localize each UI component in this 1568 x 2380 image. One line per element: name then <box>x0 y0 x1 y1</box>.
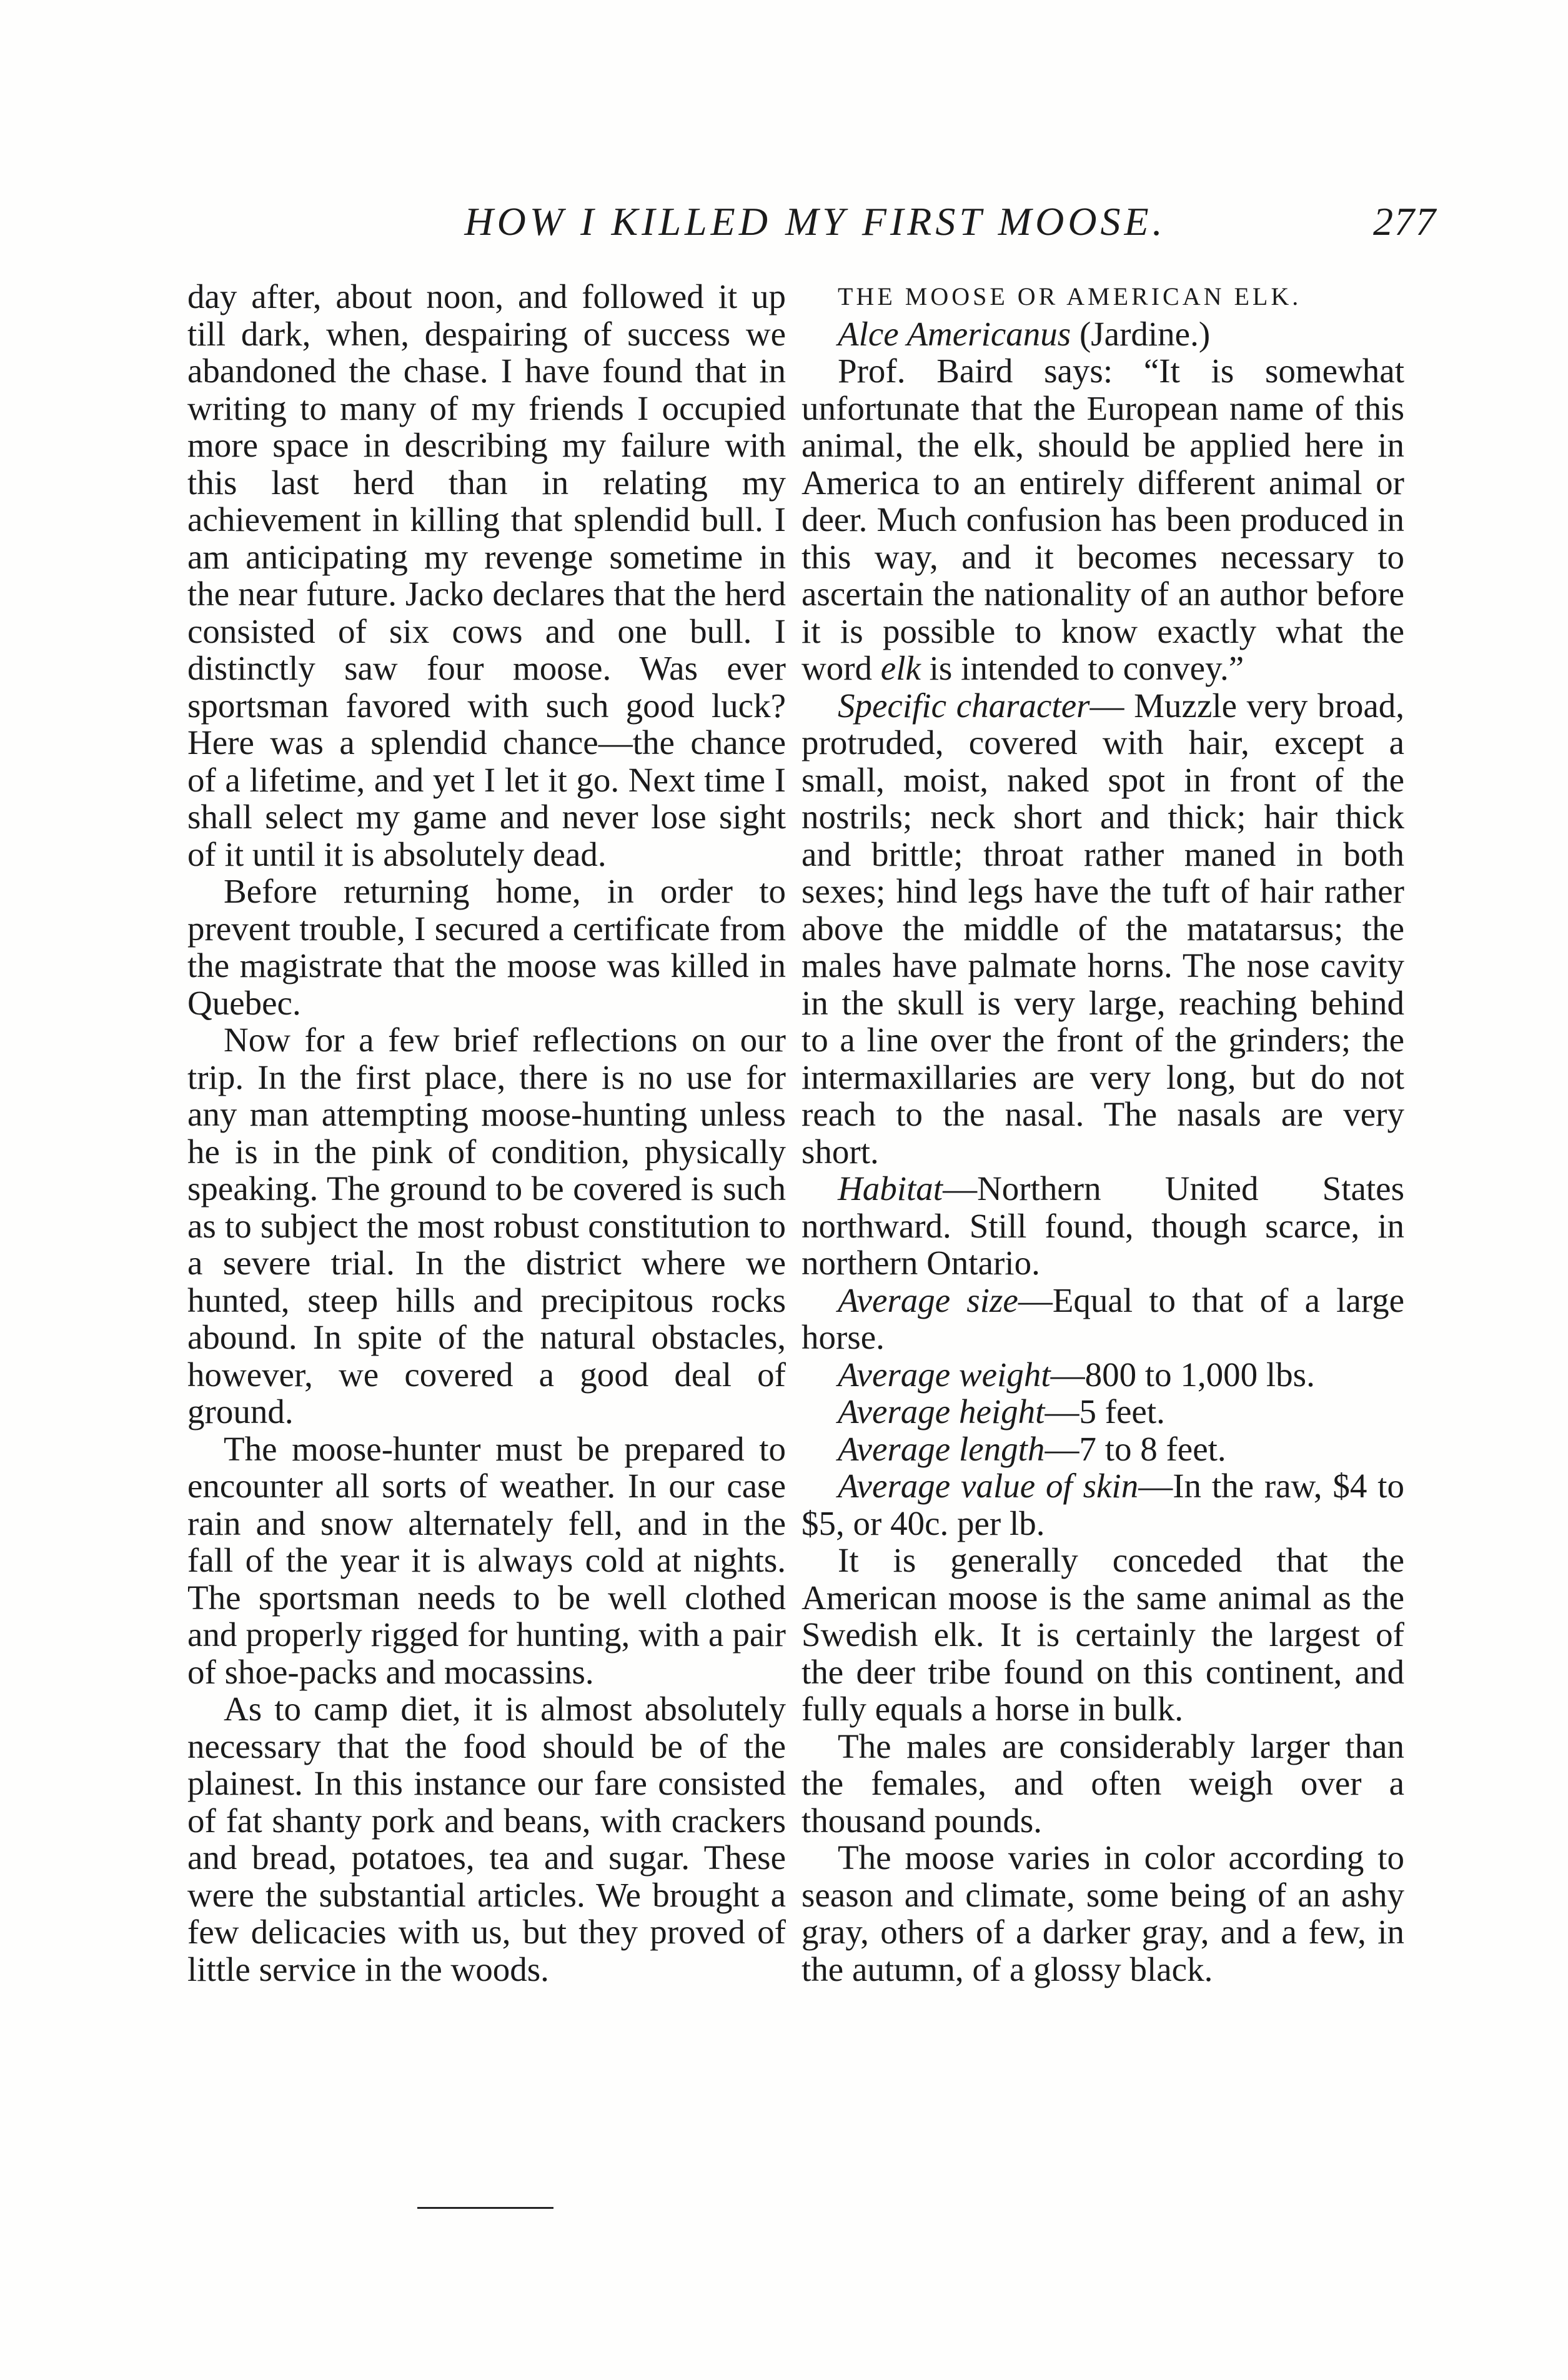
paragraph-conceded: It is generally conceded that the American moose is the same animal as the Swedish elk. It is certainly the largest of the deer tribe found on this continent, and fully equals a horse in bulk. <box>801 1541 1404 1728</box>
baird-elk-word: elk <box>880 649 921 687</box>
average-value-text: —In the raw, $4 to $5, or 40c. per lb. <box>801 1467 1404 1542</box>
specific-character-text: — Muzzle very broad, protruded, covered with hair, except a small, moist, naked spot in front of the nostrils; neck short and thick; hair thick and brittle; throat rather maned in both sexes; hind legs have the tuft of hair rather above the middle of the matatarsus; the males have palmate horns. The nose cavity in the skull is very large, reaching behind to a line over the front of the grinders; the intermaxillaries are very long, but do not reach to the nasal. The nasals are very short. <box>801 686 1405 1171</box>
latin-name: Alce Americanus <box>838 314 1071 353</box>
running-title: HOW I KILLED MY FIRST MOOSE. <box>464 199 1166 244</box>
paragraph-average-value <box>801 1467 1404 1542</box>
latin-author: (Jardine.) <box>1079 314 1211 353</box>
paragraph-reflections: Now for a few brief reflections on our trip. In the first place, there is no use for any man attempting moose-hunting unless he is in the pink of condition, physically speaking. The ground to be covered is such as to subject the most robust constitution to a severe trial. In the district where we hunted, steep hills and precipitous rocks abound. In spite of the natural obstacles, however, we covered a good deal of ground. <box>187 1021 786 1430</box>
paragraph-weather: The moose-hunter must be prepared to encounter all sorts of weather. In our case rain and snow alternately fell, and in the fall of the year it is always cold at nights. The sportsman needs to be well clothed and properly rigged for hunting, with a pair of shoe-packs and mocassins. <box>187 1429 786 1691</box>
average-height-label: Average height <box>838 1392 1045 1430</box>
baird-quote-end: is intended to convey.” <box>929 649 1244 687</box>
paragraph-males: The males are considerably larger than the females, and often weigh over a thousand pounds. <box>801 1727 1404 1840</box>
paragraph-average-height <box>801 1393 1404 1430</box>
specific-character-label: Specific character <box>838 686 1090 725</box>
average-value-label: Average value of skin <box>838 1467 1139 1505</box>
running-head <box>187 199 1443 249</box>
paragraph-average-weight <box>801 1356 1404 1394</box>
paragraph-color: The moose varies in color according to season and climate, some being of an ashy gray, others of a darker gray, and a few, in the autumn, of a glossy black. <box>801 1838 1404 1988</box>
average-length-label: Average length <box>838 1429 1045 1468</box>
baird-quote: Prof. Baird says: “It is somewhat unfortunate that the European name of this animal, the elk, should be applied here in America to an entirely different animal or deer. Much confusion has been produced in this way, and it becomes necessary to ascertain the nationality of an author before it is possible to know exactly what the word <box>801 352 1404 687</box>
habitat-label: Habitat <box>838 1169 943 1207</box>
habitat-text: —Northern United States northward. Still found, though scarce, in northern Ontario. <box>801 1169 1404 1282</box>
latin-name-line <box>801 315 1404 353</box>
paragraph-specific-character <box>801 687 1404 1171</box>
paragraph-average-length <box>801 1430 1404 1468</box>
average-length-text: —7 to 8 feet. <box>1045 1429 1226 1468</box>
average-size-label: Average size <box>838 1281 1018 1319</box>
left-column <box>187 278 786 1988</box>
average-size-text: —Equal to that of a large horse. <box>801 1281 1405 1356</box>
paragraph-baird <box>801 352 1404 687</box>
section-rule <box>417 2207 553 2209</box>
paragraph-day-after: day after, about noon, and followed it up till dark, when, despairing of success we abandoned the chase. I have found that in writing to many of my friends I occupied more space in describing my failure with this last herd than in relating my achievement in killing that splendid bull. I am anticipating my revenge sometime in the near future. Jacko declares that the herd consisted of six cows and one bull. I distinctly saw four moose. Was ever sportsman favored with such good luck? Here was a splendid chance—the chance of a lifetime, and yet I let it go. Next time I shall select my game and never lose sight of it until it is absolutely dead. <box>187 277 786 873</box>
average-height-text: —5 feet. <box>1045 1392 1165 1430</box>
paragraph-before-returning: Before returning home, in order to prevent trouble, I secured a certificate from the magistrate that the moose was killed in Quebec. <box>187 872 786 1022</box>
paragraph-habitat <box>801 1170 1404 1282</box>
average-weight-label: Average weight <box>838 1355 1051 1394</box>
page-number: 277 <box>1373 199 1437 244</box>
right-column <box>801 278 1404 1988</box>
paragraph-camp-diet: As to camp diet, it is almost absolutely necessary that the food should be of the plainest. In this instance our fare consisted of fat shanty pork and beans, with crackers and bread, potatoes, tea and sugar. These were the substantial articles. We brought a few delicacies with us, but they proved of little service in the woods. <box>187 1690 786 1988</box>
article-heading: THE MOOSE OR AMERICAN ELK. <box>838 282 1302 310</box>
paragraph-average-size <box>801 1282 1404 1356</box>
average-weight-text: —800 to 1,000 lbs. <box>1050 1355 1315 1394</box>
